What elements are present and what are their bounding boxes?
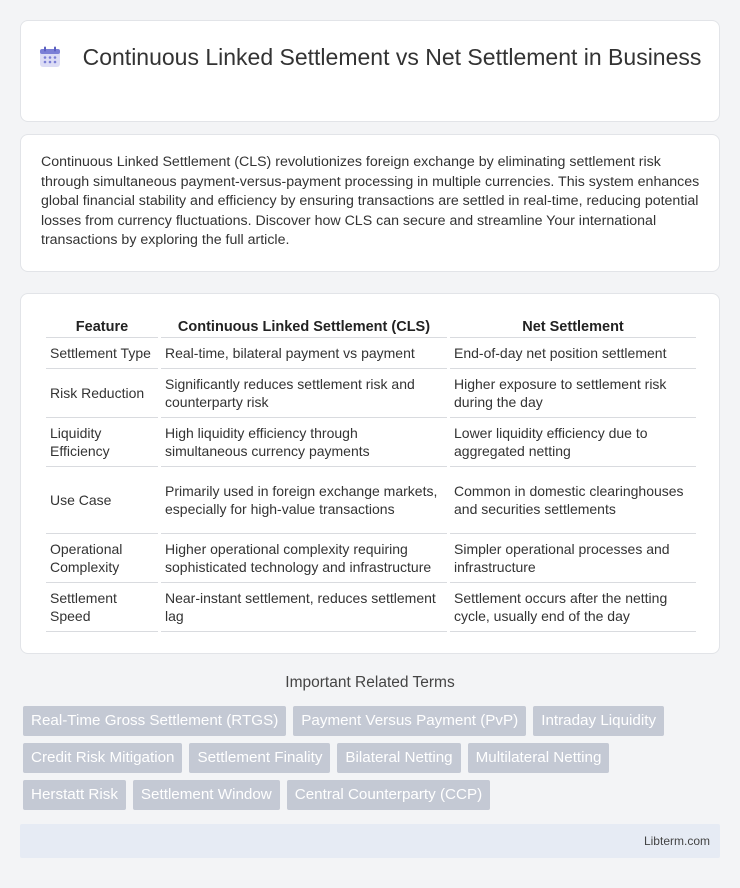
table-header-row: [46, 316, 696, 338]
feature-cell: Operational Complexity: [46, 534, 158, 583]
cls-cell: Real-time, bilateral payment vs payment: [161, 338, 447, 369]
header-cls: Continuous Linked Settlement (CLS): [161, 316, 447, 338]
tag-settlement-window[interactable]: Settlement Window: [133, 780, 280, 810]
table-row: [46, 369, 696, 418]
feature-cell: Settlement Type: [46, 338, 158, 369]
cls-cell: Near-instant settlement, reduces settlement lag: [161, 583, 447, 632]
cls-cell: High liquidity efficiency through simultaneous currency payments: [161, 418, 447, 467]
title-card: [20, 20, 720, 122]
net-cell: Common in domestic clearinghouses and securities settlements: [450, 467, 696, 534]
table-row: [46, 534, 696, 583]
header-net: Net Settlement: [450, 316, 696, 338]
feature-cell: Risk Reduction: [46, 369, 158, 418]
net-cell: Settlement occurs after the netting cycle, usually end of the day: [450, 583, 696, 632]
tag-multilateral-netting[interactable]: Multilateral Netting: [468, 743, 610, 773]
table-row: [46, 467, 696, 534]
feature-cell: Use Case: [46, 467, 158, 534]
footer: [20, 824, 720, 858]
tag-intraday-liquidity[interactable]: Intraday Liquidity: [533, 706, 664, 736]
net-cell: Simpler operational processes and infrastructure: [450, 534, 696, 583]
cls-cell: Primarily used in foreign exchange markets, especially for high-value transactions: [161, 467, 447, 534]
tag-row: [23, 706, 703, 736]
tag-row: [23, 780, 703, 810]
page-title-row: [21, 43, 719, 72]
header-feature: Feature: [46, 316, 158, 338]
calendar-icon: [39, 46, 61, 68]
comparison-card: [20, 293, 720, 654]
tag-ccp[interactable]: Central Counterparty (CCP): [287, 780, 490, 810]
intro-card: [20, 134, 720, 272]
net-cell: Lower liquidity efficiency due to aggregated netting: [450, 418, 696, 467]
net-cell: End-of-day net position settlement: [450, 338, 696, 369]
tag-credit-risk-mitigation[interactable]: Credit Risk Mitigation: [23, 743, 182, 773]
net-cell: Higher exposure to settlement risk during the day: [450, 369, 696, 418]
tag-row: [23, 743, 703, 773]
intro-text: Continuous Linked Settlement (CLS) revolutionizes foreign exchange by eliminating settlement risk through simultaneous payment-versus-payment processing in multiple currencies. This system enhances global financial stability and efficiency by ensuring transactions are settled in real-time, reducing potential losses from currency fluctuations. Discover how CLS can secure and streamline Your international transactions by exploring the full article.: [41, 154, 700, 249]
tag-herstatt-risk[interactable]: Herstatt Risk: [23, 780, 126, 810]
tag-settlement-finality[interactable]: Settlement Finality: [189, 743, 330, 773]
tag-rtgs[interactable]: Real-Time Gross Settlement (RTGS): [23, 706, 286, 736]
cls-cell: Higher operational complexity requiring sophisticated technology and infrastructure: [161, 534, 447, 583]
footer-site-link[interactable]: Libterm.com: [643, 834, 710, 848]
related-terms: [23, 706, 703, 817]
tag-pvp[interactable]: Payment Versus Payment (PvP): [293, 706, 526, 736]
page-title: Continuous Linked Settlement vs Net Settlement in Business: [82, 44, 702, 70]
table-row: [46, 583, 696, 632]
feature-cell: Settlement Speed: [46, 583, 158, 632]
table-row: [46, 418, 696, 467]
related-terms-title: Important Related Terms: [285, 674, 455, 691]
feature-cell: Liquidity Efficiency: [46, 418, 158, 467]
tag-bilateral-netting[interactable]: Bilateral Netting: [337, 743, 460, 773]
cls-cell: Significantly reduces settlement risk and counterparty risk: [161, 369, 447, 418]
comparison-table: [43, 316, 699, 632]
table-row: [46, 338, 696, 369]
